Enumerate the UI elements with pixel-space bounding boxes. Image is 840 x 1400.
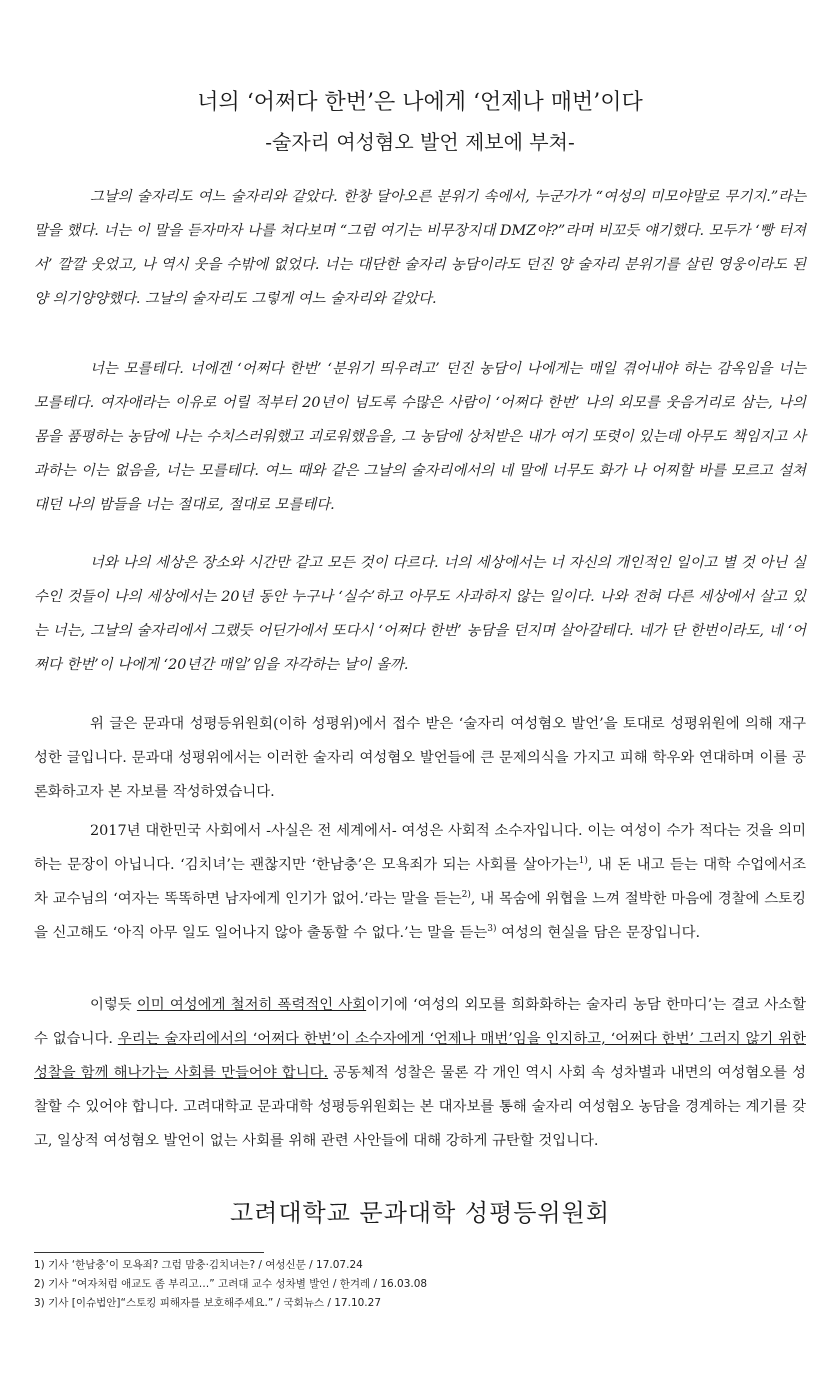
paragraph-4: 위 글은 문과대 성평등위원회(이하 성평위)에서 접수 받은 ‘술자리 여성혐오 발언’을 토대로 성평위원에 의해 재구성한 글입니다. 문과대 성평위에서는 이러한 술자리 여성혐오 발언들에 큰 문제의식을 가지고 피해 학우와 연대하며 이를 공론화하고자 본 자보를 작성하였습니다.	[34, 716, 806, 800]
paragraph-5-text-c: , 내 목숨에 위협을 느껴 절박한 마음에 경찰에 스토킹을 신고해도 ‘아직 아무 일도 일어나지 않아 출동할 수 없다.’는 말을 듣는	[34, 891, 806, 941]
footnote-3: 3) 기사 [이슈법안]“스토킹 피해자를 보호해주세요.” / 국회뉴스 / 17.10.27	[34, 1297, 382, 1309]
paragraph-2: 너는 모를테다. 너에겐 ‘어쩌다 한번’ ‘분위기 띄우려고’ 던진 농담이 나에게는 매일 겪어내야 하는 감옥임을 너는 모를테다. 여자애라는 이유로 어릴 적부터 20년이 넘도록 수많은 사람이 ‘어쩌다 한번’ 나의 외모를 웃음거리로 삼는, 나의 몸을 품평하는 농담에 나는 수치스러워했고 괴로워했음을, 그 농담에 상처받은 내가 여기 또렷이 있는데 아무도 책임지고 사과하는 이는 없음을, 너는 모를테다. 여느 때와 같은 그날의 술자리에서의 네 말에 너무도 화가 나 어찌할 바를 모르고 설쳐대던 나의 밤들을 너는 절대로, 절대로 모를테다.	[34, 361, 806, 513]
paragraph-1: 그날의 술자리도 여느 술자리와 같았다. 한창 달아오른 분위기 속에서, 누군가가 “여성의 미모야말로 무기지.”라는 말을 했다. 너는 이 말을 듣자마자 나를 쳐다보며 “그럼 여기는 비무장지대 DMZ야?”라며 비꼬듯 얘기했다. 모두가 ‘빵 터져서’ 깔깔 웃었고, 나 역시 웃을 수밖에 없었다. 너는 대단한 술자리 농담이라도 던진 양 술자리 분위기를 살린 영웅이라도 된 양 의기양양했다. 그날의 술자리도 그렇게 여느 술자리와 같았다.	[34, 189, 806, 307]
poster-subtitle: -술자리 여성혐오 발언 제보에 부쳐-	[265, 130, 575, 154]
paragraph-6-text-c: 이기에 ‘여성의 외모를 희화화하는 술자리 농담 한마디’는 결코 사소할 수 없습니다.	[34, 997, 807, 1047]
paragraph-5-text-d: 여성의 현실을 담은 문장입니다.	[496, 925, 701, 941]
footnote-ref-3: 3)	[487, 924, 497, 935]
paragraph-6-underlined-2: 우리는 술자리에서의 ‘어쩌다 한번’이 소수자에게 ‘언제나 매번’임을 인지하고, ‘어쩌다 한번’ 그러지 않기 위한 성찰을 함께 해나가는 사회를 만들어야 합니다.	[34, 1031, 806, 1081]
paragraph-5-text-b: , 내 돈 내고 듣는 대학 수업에서조차 교수님의 ‘여자는 똑똑하면 남자에게 인기가 없어.’라는 말을 듣는	[34, 857, 806, 907]
poster-title: 너의 ‘어쩌다 한번’은 나에게 ‘언제나 매번’이다	[197, 90, 643, 115]
footnote-1: 1) 기사 ‘한남충’이 모욕죄? 그럼 맘충·김치녀는? / 여성신문 / 17.07.24	[34, 1259, 363, 1271]
footnote-ref-1: 1)	[578, 856, 588, 867]
footnote-divider	[34, 1252, 264, 1253]
footnote-ref-2: 2)	[461, 890, 471, 901]
paragraph-6-underlined-1: 이미 여성에게 철저히 폭력적인 사회	[136, 997, 367, 1013]
paragraph-5	[34, 814, 806, 950]
footnote-list	[34, 1256, 806, 1313]
paragraph-5-text-a: 2017년 대한민국 사회에서 -사실은 전 세계에서- 여성은 사회적 소수자입니다. 이는 여성이 수가 적다는 것을 의미하는 문장이 아닙니다. ‘김치녀’는 괜찮지만 ‘한남충’은 모욕죄가 되는 사회를 살아가는	[34, 823, 806, 873]
paragraph-6	[34, 988, 806, 1158]
paragraph-6-text-e: 공동체적 성찰은 물론 각 개인 역시 사회 속 성차별과 내면의 여성혐오를 성찰할 수 있어야 합니다. 고려대학교 문과대학 성평등위원회는 본 대자보를 통해 술자리 여성혐오 농담을 경계하는 계기를 갖고, 일상적 여성혐오 발언이 없는 사회를 위해 관련 사안들에 대해 강하게 규탄할 것입니다.	[34, 1065, 807, 1149]
footnote-2: 2) 기사 “여자처럼 애교도 좀 부리고…” 고려대 교수 성차별 발언 / 한겨레 / 16.03.08	[34, 1278, 428, 1290]
paragraph-3: 너와 나의 세상은 장소와 시간만 같고 모든 것이 다르다. 너의 세상에서는 너 자신의 개인적인 일이고 별 것 아닌 실수인 것들이 나의 세상에서는 20년 동안 누구나 ‘실수’하고 아무도 사과하지 않는 일이다. 나와 전혀 다른 세상에서 살고 있는 너는, 그날의 술자리에서 그랬듯 어딘가에서 또다시 ‘어쩌다 한번’ 농담을 던지며 살아갈테다. 네가 단 한번이라도, 네 ‘어쩌다 한번’이 나에게 ‘20년간 매일’임을 자각하는 날이 올까.	[34, 555, 806, 673]
organization-signature: 고려대학교 문과대학 성평등위원회	[229, 1199, 611, 1227]
paragraph-6-text-a: 이렇듯	[90, 997, 137, 1013]
